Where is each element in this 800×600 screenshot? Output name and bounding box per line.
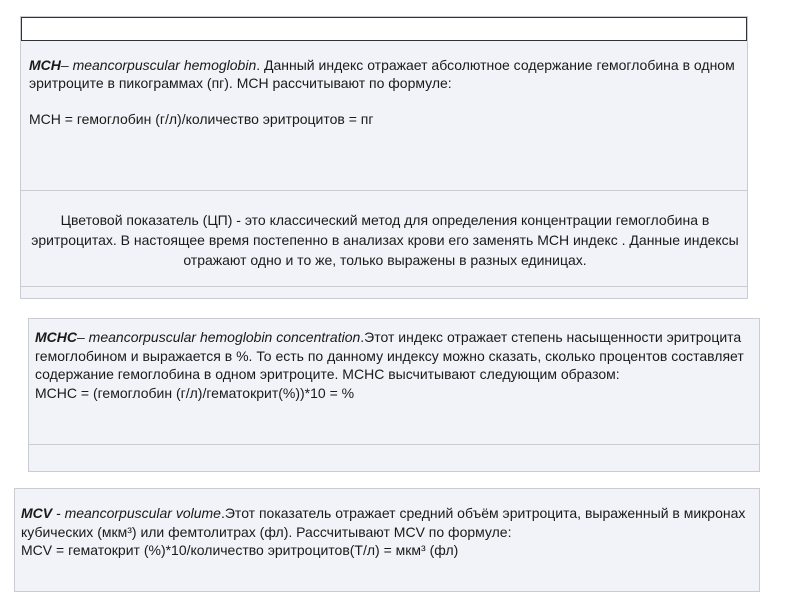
mcv-abbr: MCV <box>21 505 53 521</box>
color-index-cell <box>29 210 741 270</box>
table-row <box>21 287 747 298</box>
mchc-description <box>35 328 755 384</box>
mch-table <box>20 16 748 299</box>
color-index-text: Цветовой показатель (ЦП) - это классический метод для определения концентрации гемоглобина в эритроцитах. В настоящее время постепенно в анализах крови его заменять МСН индекс . Данные индексы отражают одно и то же, только выражены в разных единицах. <box>31 212 739 268</box>
table-header-row <box>21 17 747 41</box>
mcv-english-name: - meancorpuscular volume <box>52 505 221 521</box>
mcv-description-text: .Этот показатель отражает средний объём эритроцита, выраженный в микронах кубических (мкм³) или фемтолитрах (фл). Рассчитывают MCV по формуле: <box>21 505 746 540</box>
mcv-description <box>21 504 757 541</box>
mch-abbr: МСН <box>29 57 61 73</box>
mcv-cell <box>21 504 757 560</box>
mcv-formula: MCV = гематокрит (%)*10/количество эритроцитов(Т/л) = мкм³ (фл) <box>21 542 459 558</box>
mch-cell <box>29 56 741 128</box>
mchc-abbr: МСНС <box>35 329 77 345</box>
mch-english-name: – meancorpuscular hemoglobin <box>60 57 257 73</box>
mcv-table <box>14 488 760 592</box>
mchc-english-name: – meancorpuscular hemoglobin concentration <box>77 329 361 345</box>
mch-description <box>29 56 741 92</box>
mch-description-text: . Данный индекс отражает абсолютное содержание гемоглобина в одном эритроците в пикограммах (пг). МСН рассчитывают по формуле: <box>29 57 735 91</box>
mchc-formula: МСНС = (гемоглобин (г/л)/гематокрит(%))*10 = % <box>35 384 355 401</box>
mchc-table <box>28 318 760 472</box>
mchc-description-text: .Этот индекс отражает степень насыщенности эритроцита гемоглобином и выражается в %. То есть по данному индексу можно сказать, сколько процентов составляет содержание гемоглобина в одном эритроците. МСНС высчитывают следующим образом: <box>35 329 744 382</box>
mchc-cell <box>35 328 755 402</box>
mch-formula: МСН = гемоглобин (г/л)/количество эритроцитов = пг <box>29 111 374 127</box>
